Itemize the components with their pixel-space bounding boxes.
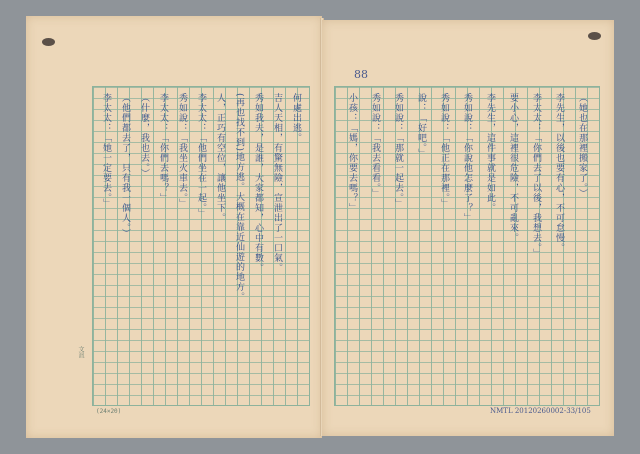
manuscript-grid-left (92, 86, 310, 406)
manuscript-column: 秀如說：「那就一起去。」 (393, 93, 403, 209)
manuscript-column: 秀如我夫，是誰，大家都知，心中有數。 (253, 93, 263, 273)
right-manuscript-page (322, 20, 614, 436)
manuscript-column: 秀如說：「我去看看。」 (370, 93, 380, 199)
manuscript-column: 秀如說：「我坐火車去。」 (177, 93, 187, 209)
binding-hole (588, 32, 601, 40)
manuscript-grid-right (334, 86, 600, 406)
manuscript-column: 李太太：「他們坐在一起。」 (196, 93, 206, 219)
manuscript-column: 李太太：「你們去嗎？」 (158, 93, 168, 203)
manuscript-column: 人，正巧有空位，讓他坐下。 (215, 93, 225, 223)
grid-size-label: (24×20) (96, 408, 122, 415)
left-manuscript-page (26, 16, 322, 438)
archive-code: NMTL 20120260002-33/105 (490, 407, 591, 415)
manuscript-column: （什麼，我也去。） (139, 93, 149, 179)
page-number: 88 (354, 68, 368, 81)
manuscript-column: 秀如說：「他正在那裡。」 (439, 93, 449, 209)
binding-hole (42, 38, 55, 46)
manuscript-column: 李太太：「你們去了以後，我想去。」 (531, 93, 541, 259)
manuscript-column: 說：「好吧。」 (416, 93, 426, 159)
manuscript-column: （她也在那裡搬家了。） (577, 93, 587, 199)
manuscript-column: 秀如說：「你說他怎麼了？」 (462, 93, 472, 223)
manuscript-column: 吉人天相，有驚無險，宣泄出了一口氣。 (272, 93, 282, 273)
manuscript-column: 李先生，這件事就是如此。 (485, 93, 495, 213)
manuscript-column: 要小心，這裡很危險，不可亂來。 (508, 93, 518, 243)
margin-mark: 文訊 (77, 346, 84, 358)
manuscript-column: 李太太：「她一定要去。」 (101, 93, 111, 209)
manuscript-column: 李先生，以後也要有心，不可怠慢。 (554, 93, 564, 253)
manuscript-column: (再也找不到)地方逃。大概在靠近仙遊的地方。 (234, 93, 244, 303)
manuscript-column: 何處出逃。 (291, 93, 301, 143)
manuscript-column: 小孩：「媽，你要去嗎？」 (347, 93, 357, 213)
manuscript-column: （他們都去了，只有我一個人。） (120, 93, 130, 239)
